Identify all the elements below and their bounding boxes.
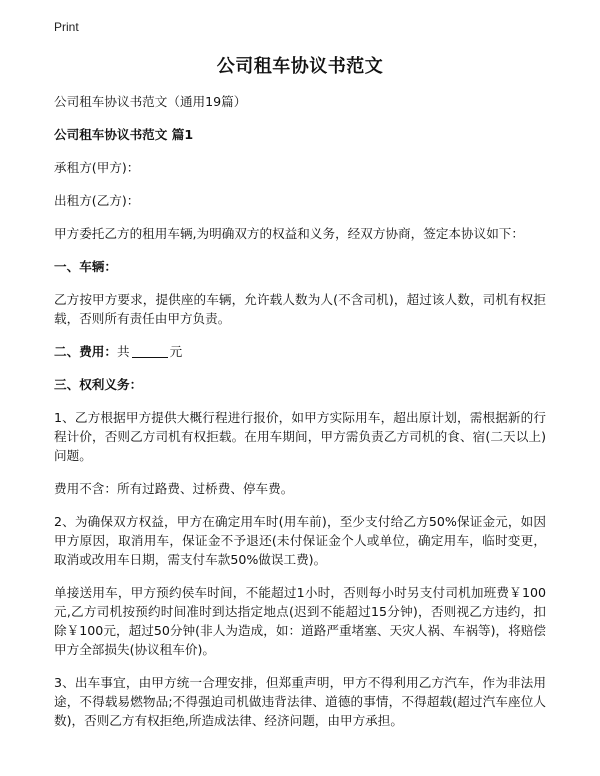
vehicle-heading: 一、车辆：	[54, 259, 117, 274]
document-subtitle: 公司租车协议书范文（通用19篇）	[54, 94, 247, 109]
fee-total-label: 共	[116, 344, 130, 359]
lessor-line: 出租方(乙方)：	[54, 193, 140, 208]
fee-unit: 元	[169, 344, 183, 359]
fee-line	[54, 342, 546, 361]
lessee-line: 承租方(甲方)：	[54, 160, 140, 175]
clause-3: 3、出车事宜，由甲方统一合理安排，但郑重声明，甲方不得利用乙方汽车，作为非法用途，不得载易燃物品;不得强迫司机做违背法律、道德的事情，不得超载(超过汽车座位人数)，否则乙方有权拒绝,所造成法律、经济问题，由甲方承担。	[54, 675, 546, 728]
pickup-clause: 单接送用车，甲方预约侯车时间，不能超过1小时，否则每小时另支付司机加班费￥100元,乙方司机按预约时间准时到达指定地点(迟到不能超过15分钟)，否则视乙方违约，扣除￥100元，超过50分钟(非人为造成，如：道路严重堵塞、天灾人祸、车祸等)，将赔偿甲方全部损失(协议租车价)。	[54, 585, 546, 657]
document-title: 公司租车协议书范文	[216, 56, 384, 77]
fee-exclusion: 费用不含：所有过路费、过桥费、停车费。	[54, 481, 294, 496]
intro-paragraph: 甲方委托乙方的租用车辆,为明确双方的权益和义务，经双方协商，签定本协议如下：	[54, 226, 524, 241]
vehicle-paragraph: 乙方按甲方要求，提供座的车辆，允许载人数为人(不含司机)，超过该人数，司机有权拒载，否则所有责任由甲方负责。	[54, 292, 546, 326]
section-title: 公司租车协议书范文 篇1	[54, 127, 194, 142]
rights-heading: 三、权利义务：	[54, 377, 143, 392]
fee-blank	[132, 343, 168, 358]
fee-heading: 二、费用：	[54, 344, 117, 359]
clause-2: 2、为确保双方权益，甲方在确定用车时(用车前)，至少支付给乙方50%保证金元，如因甲方原因，取消用车，保证金不予退还(未付保证金个人或单位，确定用车，临时变更，取消或改用车日期，需支付车款50%做误工费)。	[54, 514, 546, 567]
clause-1: 1、乙方根据甲方提供大概行程进行报价，如甲方实际用车，超出原计划，需根据新的行程计价，否则乙方司机有权拒载。在用车期间，甲方需负责乙方司机的食、宿(二天以上)问题。	[54, 410, 546, 463]
print-link[interactable]: Print	[54, 20, 79, 34]
document-body	[54, 92, 546, 744]
